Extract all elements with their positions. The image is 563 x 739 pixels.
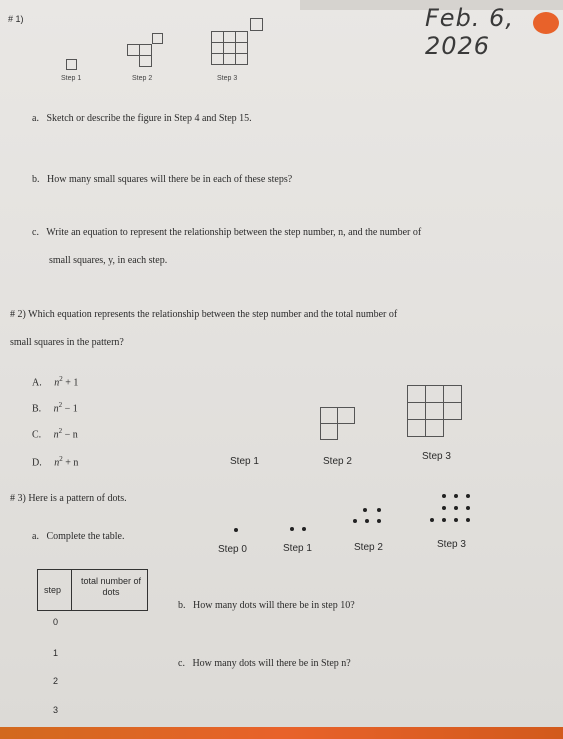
- problem-2-choice-b[interactable]: [32, 401, 78, 414]
- problem-1-step-label-2: Step 2: [132, 75, 153, 82]
- problem-3-part-b: b. How many dots will there be in step 10?: [178, 600, 355, 611]
- table-row-step-1[interactable]: 1: [53, 648, 59, 658]
- table-row-step-0[interactable]: 0: [53, 617, 59, 627]
- choice-variable: n: [54, 377, 60, 389]
- choice-rest: − 1: [62, 403, 78, 415]
- choice-letter: B.: [32, 403, 42, 415]
- problem-3-part-c: c. How many dots will there be in Step n?: [178, 658, 351, 669]
- orange-sticker: [533, 12, 559, 34]
- choice-variable: n: [53, 429, 59, 441]
- problem-2-step-label-1: Step 1: [230, 456, 259, 467]
- choice-exponent: 2: [59, 455, 63, 463]
- problem-1-part-a: a. Sketch or describe the figure in Step 4 and Step 15.: [32, 113, 252, 124]
- table-header-total[interactable]: total number of dots: [80, 576, 142, 597]
- choice-letter: D.: [32, 457, 42, 469]
- problem-1-part-c-line-1: c. Write an equation to represent the relationship between the step number, n, and the number of: [32, 227, 422, 238]
- problem-2-choice-a[interactable]: [32, 375, 78, 388]
- choice-variable: n: [53, 403, 59, 415]
- problem-3-step-label-2: Step 2: [354, 542, 383, 553]
- problem-2-step-label-3: Step 3: [422, 451, 451, 462]
- problem-3-part-a: a. Complete the table.: [32, 531, 125, 542]
- table-header-step: step: [44, 585, 62, 595]
- choice-exponent: 2: [59, 375, 63, 383]
- handwritten-date: Feb. 6, 2026: [425, 4, 514, 60]
- choice-rest: − n: [62, 429, 78, 441]
- choice-rest: + 1: [62, 377, 79, 389]
- problem-1-number: # 1): [8, 14, 24, 24]
- problem-2-choice-c[interactable]: [32, 427, 78, 440]
- problem-2-question-line-1: # 2) Which equation represents the relationship between the step number and the total number of: [10, 309, 398, 320]
- table-row-step-3[interactable]: 3: [53, 705, 59, 715]
- problem-1-part-c-line-2: small squares, y, in each step.: [49, 255, 168, 266]
- problem-1-step-label-3: Step 3: [217, 75, 238, 82]
- problem-3-step-label-3: Step 3: [437, 539, 466, 550]
- problem-2-step-label-2: Step 2: [323, 456, 352, 467]
- dots-table: [37, 569, 148, 611]
- choice-letter: C.: [32, 429, 42, 441]
- choice-letter: A.: [32, 377, 42, 389]
- choice-exponent: 2: [58, 427, 63, 435]
- problem-3-question: # 3) Here is a pattern of dots.: [10, 493, 127, 504]
- table-row-step-2[interactable]: 2: [53, 676, 59, 686]
- problem-1-step-label-1: Step 1: [61, 75, 82, 82]
- problem-2-choice-d[interactable]: [32, 455, 78, 468]
- choice-exponent: 2: [58, 401, 63, 409]
- table-header-divider: [71, 570, 72, 610]
- choice-rest: + n: [62, 457, 79, 469]
- bottom-orange-edge: [0, 727, 563, 739]
- problem-2-question-line-2: small squares in the pattern?: [10, 337, 124, 348]
- problem-3-step-label-1: Step 1: [283, 543, 312, 554]
- problem-3-step-label-0: Step 0: [218, 544, 247, 555]
- problem-1-part-b: b. How many small squares will there be in each of these steps?: [32, 174, 293, 185]
- choice-variable: n: [54, 457, 60, 469]
